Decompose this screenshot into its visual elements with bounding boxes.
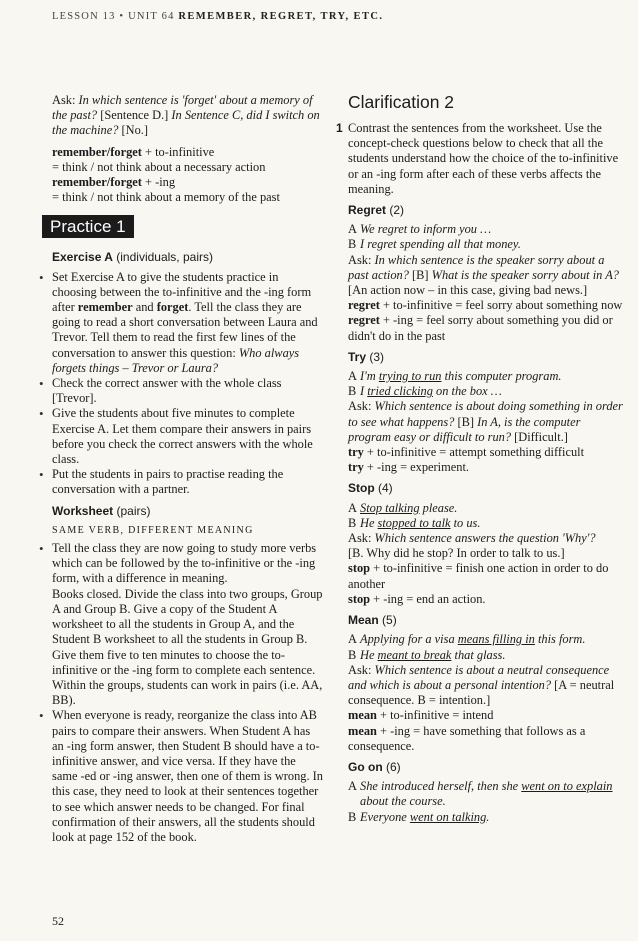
regret-rule-1: regret + to-infinitive = feel sorry about something now xyxy=(348,298,623,313)
practice-heading: Practice 1 xyxy=(42,215,134,238)
example-a: A We regret to inform you … xyxy=(348,222,492,237)
page-number: 52 xyxy=(52,914,64,928)
stop-ask: Ask: Which sentence answers the question 'Why'? [B. Why did he stop? In order to talk to us.] xyxy=(348,531,596,561)
go-on-heading: Go on (6) xyxy=(348,759,401,774)
clarification-heading: Clarification 2 xyxy=(348,92,455,112)
example-b: B I tried clicking on the box … xyxy=(348,384,502,399)
mean-ask: Ask: Which sentence is about a neutral consequence and which is about a personal intention? [A = neutral consequence. B = intention.] xyxy=(348,662,615,708)
worksheet-subheading: SAME VERB, DIFFERENT MEANING xyxy=(52,524,254,536)
right-column xyxy=(336,91,623,825)
example-a: A She introduced herself, then she went on to explain about the course. xyxy=(348,779,613,809)
example-b: B I regret spending all that money. xyxy=(348,237,521,252)
list-item: • When everyone is ready, reorganize the class into AB pairs to compare their answers. When Student A has an -ing form answer, then Student B should have a to-infinitive answer, and vice versa. If they have the same -ed or -ing answer, then one of them is wrong. In this case, they need to look at their sentences together to see which answer needs to be changed. For final confirmation of their answers, all the students should look at page 152 of the book. xyxy=(52,708,324,845)
list-item: • Set Exercise A to give the students practice in choosing between the to-infinitive and the -ing form after remember and forget. Tell the class they are going to read a short conversation between Laura and Trevor. Tell them to read the first few lines of the conversation to answer this question: Who always forgets things – Trevor or Laura? xyxy=(52,270,324,376)
header-title: REMEMBER, REGRET, TRY, ETC. xyxy=(178,11,384,22)
ask-paragraph: Ask: In which sentence is 'forget' about a memory of the past? [Sentence D.] In Sentence C, did I switch on the machine? [No.] xyxy=(52,93,320,138)
try-heading: Try (3) xyxy=(348,349,385,364)
header-prefix: LESSON 13 • UNIT 64 xyxy=(52,11,179,22)
example-a: A Stop talking please. xyxy=(348,500,458,515)
mean-rule-2: mean + -ing = have something that follows as a consequence. xyxy=(348,723,586,753)
list-item: • Put the students in pairs to practise reading the conversation with a partner. xyxy=(52,467,324,497)
rule-remember-infinitive: remember/forget + to-infinitive = think / not think about a necessary action remember/forget + -ing = think / not think about a memory of the past xyxy=(52,144,280,205)
list-item: • Check the correct answer with the whole class [Trevor]. xyxy=(52,376,324,406)
worksheet-heading: Worksheet (pairs) xyxy=(52,503,151,518)
example-a: A Applying for a visa means filling in this form. xyxy=(348,632,586,647)
list-item: • Tell the class they are now going to study more verbs which can be followed by the to-infinitive or the -ing form, with a difference in meaning. Books closed. Divide the class into two groups, Group A and Group B. Give a copy of the Student A worksheet to all the students in Group A, and the Student B worksheet to all the students in Group B. Give them five to ten minutes to choose the to-infinitive or the -ing form to complete each sentence. Within the groups, students can work in pairs (i.e. AA, BB). xyxy=(52,541,324,708)
regret-ask: Ask: In which sentence is the speaker sorry about a past action? [B] What is the speaker sorry about in A? [An action now – in this case, giving bad news.] xyxy=(348,252,619,298)
list-item: • Give the students about five minutes to complete Exercise A. Let them compare their answers in pairs before you check the correct answers with the whole class. xyxy=(52,406,324,467)
left-column xyxy=(52,93,324,845)
example-b: B He meant to break that glass. xyxy=(348,647,506,662)
stop-rule-2: stop + -ing = end an action. xyxy=(348,591,486,606)
example-a: A I'm trying to run this computer program. xyxy=(348,369,562,384)
clarification-intro: 1 Contrast the sentences from the worksheet. Use the concept-check questions below to check that all the students understand how the choice of the to-infinitive or an -ing form after each of these verbs affects the meaning. xyxy=(336,121,619,196)
regret-rule-2: regret + -ing = feel sorry about something you did or didn't do in the past xyxy=(348,313,613,343)
exercise-a-heading: Exercise A (individuals, pairs) xyxy=(52,250,213,265)
exercise-a-list xyxy=(52,270,324,498)
stop-rule-1: stop + to-infinitive = finish one action in order to do another xyxy=(348,561,609,591)
example-b: B He stopped to talk to us. xyxy=(348,515,481,530)
example-b: B Everyone went on talking. xyxy=(348,809,490,824)
try-rule-1: try + to-infinitive = attempt something difficult xyxy=(348,445,585,460)
regret-heading: Regret (2) xyxy=(348,203,405,218)
mean-rule-1: mean + to-infinitive = intend xyxy=(348,708,494,723)
stop-heading: Stop (4) xyxy=(348,481,393,496)
running-header xyxy=(52,11,383,22)
try-rule-2: try + -ing = experiment. xyxy=(348,460,469,475)
worksheet-list xyxy=(52,541,324,845)
try-ask: Ask: Which sentence is about doing something in order to see what happens? [B] In A, is the computer program easy or difficult to run? [Difficult.] xyxy=(348,399,623,444)
mean-heading: Mean (5) xyxy=(348,613,397,628)
